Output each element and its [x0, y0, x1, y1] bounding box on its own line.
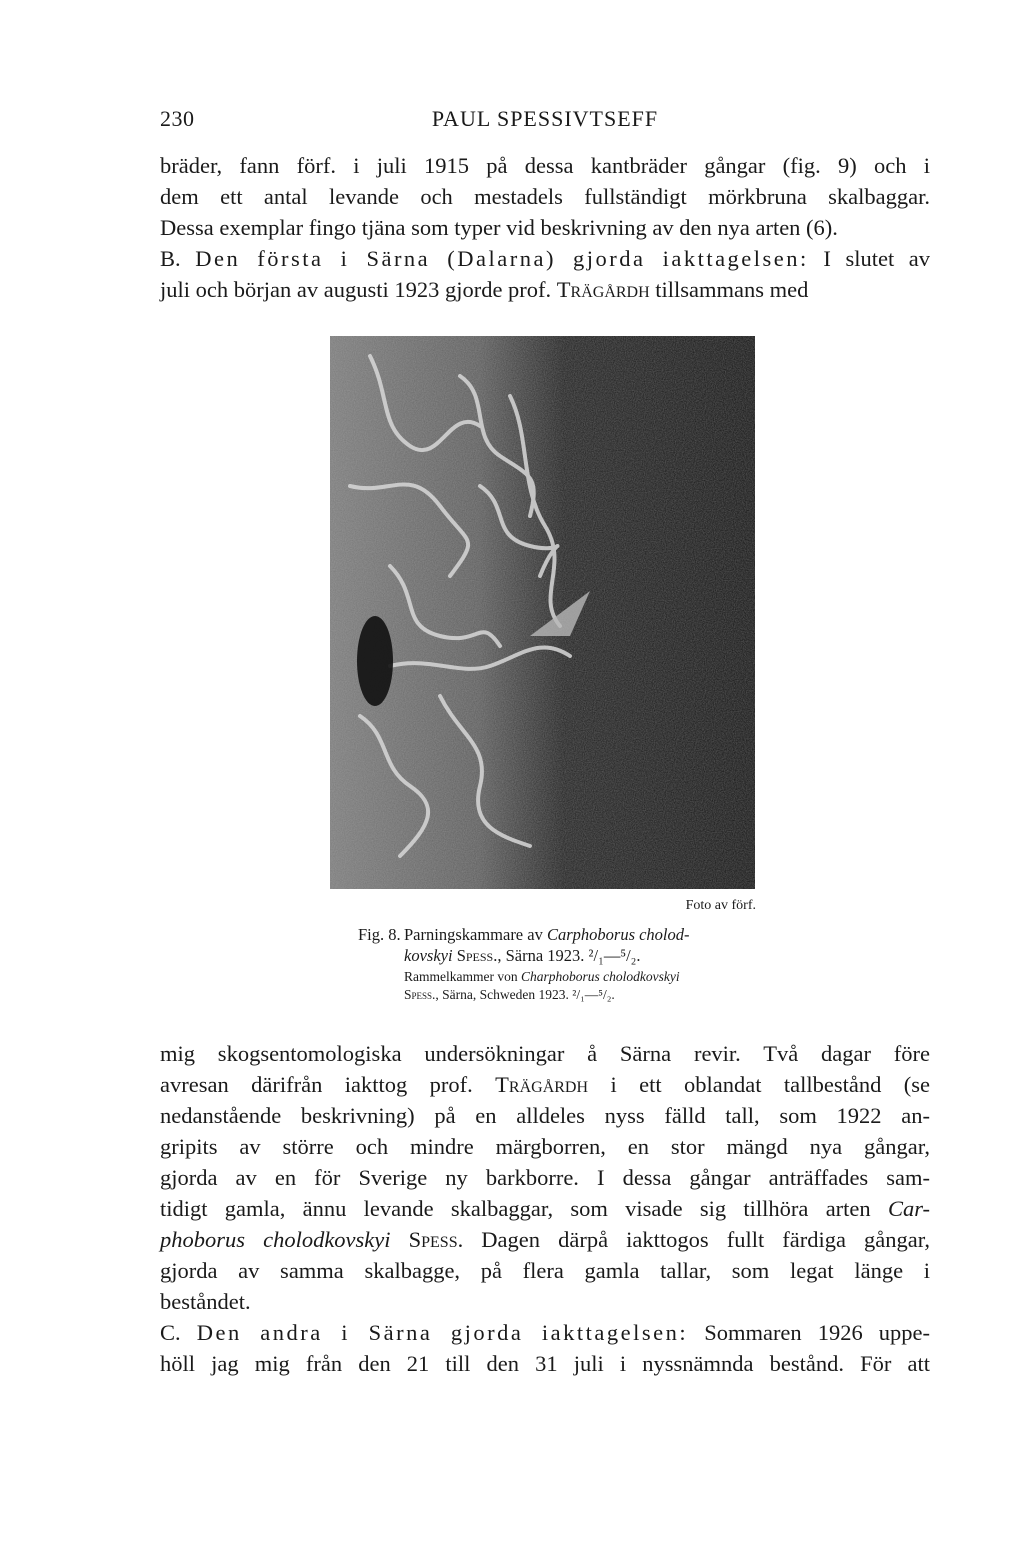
section-label-c: C. — [160, 1320, 181, 1345]
text-line: dem ett antal levande och mestadels fullständigt mörkbruna skalbaggar. — [160, 184, 930, 209]
caption-text: , Särna, Schweden 1923. — [435, 987, 569, 1002]
photo-credit: Foto av förf. — [685, 898, 756, 913]
species-name: kovskyi — [404, 946, 453, 965]
text-line: mig skogsentomologiska undersökningar å Särna revir. Två dagar före — [160, 1041, 930, 1066]
caption-date: ²/₁—⁵/₂. — [588, 946, 641, 965]
figure-caption — [358, 924, 768, 1004]
figure-photo — [330, 336, 755, 889]
person-name: Trägårdh — [556, 277, 650, 302]
section-c-line — [160, 1317, 930, 1348]
text-line — [160, 1193, 930, 1224]
species-name: Carphoborus cholod- — [546, 925, 690, 944]
text-fragment: tillsammans med — [655, 277, 809, 302]
author-abbrev: Spess. — [456, 946, 498, 965]
caption-text: , Särna 1923. — [497, 946, 585, 965]
text-line: Dessa exemplar fingo tjäna som typer vid beskrivning av den nya arten (6). — [160, 215, 838, 240]
caption-german — [358, 968, 768, 1004]
text-fragment: Dagen därpå iakttogos fullt färdiga gångar, — [481, 1227, 930, 1252]
text-line: gjorda av samma skalbagge, på flera gamla tallar, som legat länge i — [160, 1258, 930, 1283]
caption-text: Parningskammare av — [404, 925, 543, 944]
author-abbrev: Spess. — [408, 1227, 464, 1252]
bark-gallery-photo — [330, 336, 755, 889]
species-name: Charphoborus cholodkovskyi — [520, 969, 680, 984]
person-name: Trägårdh — [495, 1072, 589, 1097]
page-header — [160, 106, 930, 136]
text-line: gjorda av en för Sverige ny barkborre. I dessa gångar anträffades sam- — [160, 1165, 930, 1190]
caption-text: Rammelkammer von — [404, 969, 518, 984]
text-fragment: juli och början av augusti 1923 gjorde prof. — [160, 277, 552, 302]
text-line: höll jag mig från den 21 till den 31 juli i nyssnämnda bestånd. För att — [160, 1351, 930, 1376]
text-line: gripits av större och mindre märgborren, en stor mängd nya gångar, — [160, 1134, 930, 1159]
text-fragment: avresan därifrån iakttog prof. — [160, 1072, 473, 1097]
section-heading-c: Den andra i Särna gjorda iakttagelsen: — [196, 1320, 689, 1345]
section-label-b: B. — [160, 246, 181, 271]
text-block-top — [160, 150, 930, 305]
caption-swedish — [358, 924, 768, 966]
author-abbrev: Spess. — [404, 987, 436, 1002]
caption-date: ²/₁—⁵/₂. — [572, 987, 615, 1002]
text-line: nedanstående beskrivning) på en alldeles nyss fälld tall, som 1922 an- — [160, 1103, 930, 1128]
text-line: beståndet. — [160, 1289, 251, 1314]
text-fragment: I slutet av — [823, 246, 931, 271]
figure-label: Fig. 8. — [358, 925, 401, 944]
running-head: PAUL SPESSIVTSEFF — [431, 106, 659, 131]
text-line — [160, 274, 930, 305]
species-name: Car- — [887, 1196, 931, 1221]
section-b-line — [160, 243, 930, 274]
section-heading-b: Den första i Särna (Dalarna) gjorda iakttagelsen: — [195, 246, 809, 271]
text-block-bottom — [160, 1038, 930, 1379]
page-number: 230 — [160, 106, 195, 131]
text-line — [160, 1069, 930, 1100]
text-fragment: Sommaren 1926 uppe- — [704, 1320, 931, 1345]
text-line: bräder, fann förf. i juli 1915 på dessa kantbräder gångar (fig. 9) och i — [160, 153, 930, 178]
text-line — [160, 1224, 930, 1255]
text-fragment: i ett oblandat tallbestånd (se — [610, 1072, 931, 1097]
text-fragment: tidigt gamla, ännu levande skalbaggar, som visade sig tillhöra arten — [160, 1196, 871, 1221]
species-name: phoborus cholodkovskyi — [160, 1227, 391, 1252]
